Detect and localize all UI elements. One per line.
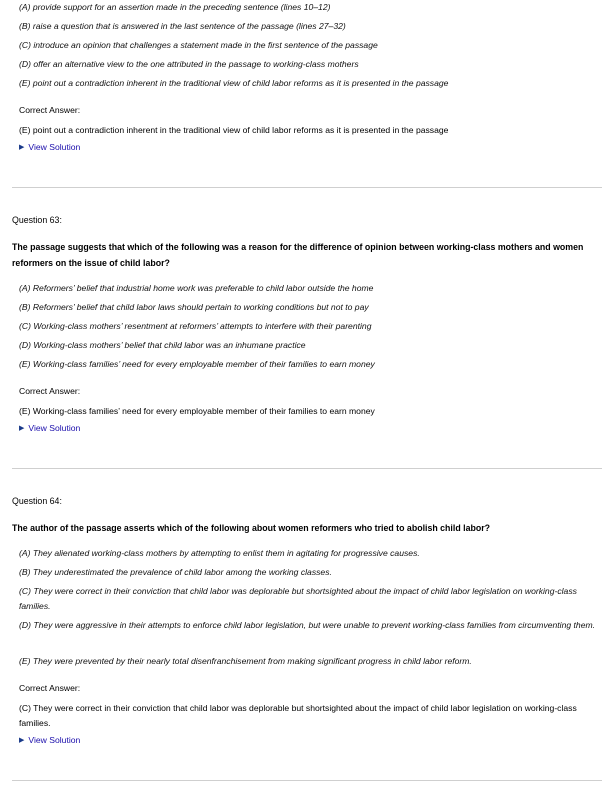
expand-triangle-icon: ▶ <box>19 144 25 151</box>
q64-correct-answer-label: Correct Answer: <box>19 683 81 693</box>
q64-question: The author of the passage asserts which of the following about women reformers who tried to abolish child labor? <box>12 523 491 533</box>
q63-view-solution-label: View Solution <box>28 423 81 433</box>
divider <box>12 468 602 469</box>
q64-option-c: (C) They were correct in their conviction that child labor was deplorable but shortsighted about the impact of child labor legislation on working-class families. <box>19 586 577 611</box>
q64-option-a: (A) They alienated working-class mothers by attempting to enlist them in agitating for progressive causes. <box>19 548 420 558</box>
q62-option-d: (D) offer an alternative view to the one attributed in the passage to working-class mothers <box>19 59 359 69</box>
q64-view-solution-label: View Solution <box>28 735 81 745</box>
q64-correct-answer: (C) They were correct in their conviction that child labor was deplorable but shortsighted about the impact of child labor legislation on working-class families. <box>19 703 577 728</box>
divider <box>12 780 602 781</box>
q63-question: The passage suggests that which of the following was a reason for the difference of opinion between working-class mothers and women reformers on the issue of child labor? <box>12 242 584 268</box>
q63-option-c: (C) Working-class mothers’ resentment at reformers’ attempts to interfere with their parenting <box>19 321 372 331</box>
q64-option-e: (E) They were prevented by their nearly total disenfranchisement from making significant progress in child labor reform. <box>19 656 472 666</box>
q62-view-solution-link[interactable] <box>19 142 80 152</box>
divider <box>12 187 602 188</box>
q63-correct-answer: (E) Working-class families’ need for every employable member of their families to earn money <box>19 406 375 416</box>
q64-option-b: (B) They underestimated the prevalence of child labor among the working classes. <box>19 567 332 577</box>
q63-option-b: (B) Reformers’ belief that child labor laws should pertain to working conditions but not to pay <box>19 302 369 312</box>
expand-triangle-icon: ▶ <box>19 425 25 432</box>
q63-correct-answer-label: Correct Answer: <box>19 386 81 396</box>
q62-option-a: (A) provide support for an assertion made in the preceding sentence (lines 10–12) <box>19 2 331 12</box>
q63-option-a: (A) Reformers’ belief that industrial home work was preferable to child labor outside the home <box>19 283 374 293</box>
q63-header: Question 63: <box>12 215 62 225</box>
q63-option-e: (E) Working-class families’ need for every employable member of their families to earn money <box>19 359 375 369</box>
q62-option-c: (C) introduce an opinion that challenges a statement made in the first sentence of the passage <box>19 40 378 50</box>
q63-option-d: (D) Working-class mothers’ belief that child labor was an inhumane practice <box>19 340 306 350</box>
q64-option-d: (D) They were aggressive in their attempts to enforce child labor legislation, but were unable to prevent working-class families from circumventing them. <box>19 620 596 630</box>
q62-correct-answer: (E) point out a contradiction inherent in the traditional view of child labor reforms as it is presented in the passage <box>19 125 449 135</box>
q62-option-e: (E) point out a contradiction inherent in the traditional view of child labor reforms as it is presented in the passage <box>19 78 449 88</box>
q64-view-solution-link[interactable] <box>19 735 80 745</box>
q64-header: Question 64: <box>12 496 62 506</box>
q62-view-solution-label: View Solution <box>28 142 81 152</box>
expand-triangle-icon: ▶ <box>19 737 25 744</box>
q62-correct-answer-label: Correct Answer: <box>19 105 81 115</box>
q63-view-solution-link[interactable] <box>19 423 80 433</box>
q62-option-b: (B) raise a question that is answered in the last sentence of the passage (lines 27–32) <box>19 21 346 31</box>
